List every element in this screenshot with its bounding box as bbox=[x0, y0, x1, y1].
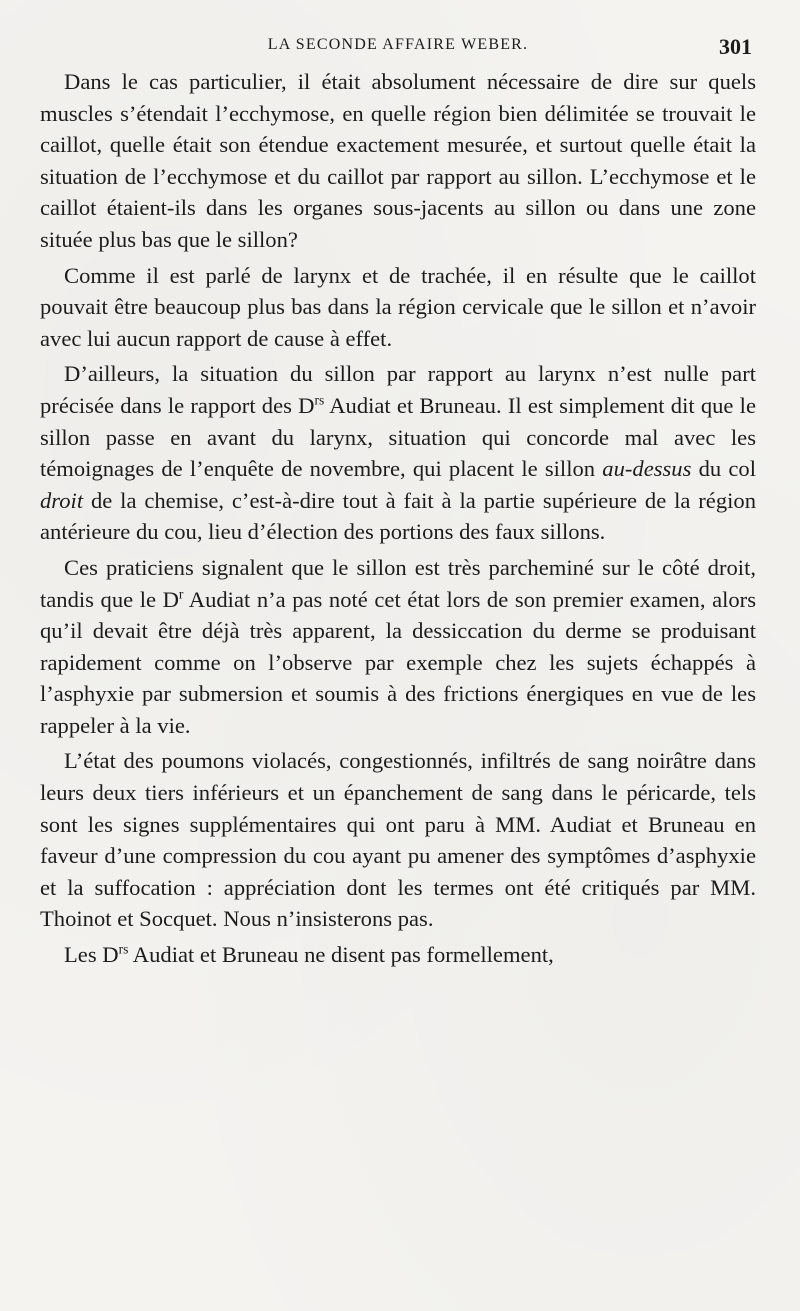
body-text bbox=[40, 66, 756, 971]
running-title: LA SECONDE AFFAIRE WEBER. bbox=[267, 36, 529, 53]
paragraph-text: de la chemise, c’est-à-dire tout à fait à la partie supérieure de la région antérieure du cou, lieu d’élection des portions des faux sillons. bbox=[40, 487, 756, 545]
paragraph-text: D’ailleurs, la situation du sillon par rapport au larynx n’est nulle part précisée dans le rapport des D bbox=[40, 361, 756, 418]
paragraph-text: Audiat et Bruneau. Il est simplement dit que le sillon passe en avant du larynx, situation qui concorde mal avec les témoignages de l’enquête de novembre, qui placent le sillon bbox=[40, 392, 756, 482]
paragraph bbox=[40, 745, 756, 935]
paragraph bbox=[40, 939, 756, 971]
paragraph bbox=[40, 66, 756, 256]
paragraph-text: Comme il est parlé de larynx et de trachée, il en résulte que le caillot pouvait être beaucoup plus bas dans la région cervicale que le sillon et n’avoir avec lui aucun rapport de cause à effet. bbox=[40, 262, 756, 351]
paragraph-text: Audiat n’a pas noté cet état lors de son premier examen, alors qu’il devait être déjà très apparent, la dessiccation du derme se produisant rapidement comme on l’observe par exemple chez les sujets échappés à l’asphyxie par submersion et soumis à des frictions énergiques en vue de les rappeler à la vie. bbox=[40, 586, 756, 738]
paragraph bbox=[40, 358, 756, 548]
italic-text: au-dessus bbox=[602, 456, 692, 482]
paragraph-text: Dans le cas particulier, il était absolument nécessaire de dire sur quels muscles s’étendait l’ecchymose, en quelle région bien délimitée se trouvait le caillot, quelle était son étendue exactement mesurée, et surtout quelle était la situation de l’ecchymose et du caillot par rapport au sillon. L’ecchymose et le caillot étaient-ils dans les organes sous-jacents au sillon ou dans une zone située plus bas que le sillon? bbox=[40, 69, 756, 252]
page-header bbox=[40, 34, 756, 58]
paragraph bbox=[40, 552, 756, 742]
page-number: 301 bbox=[719, 34, 752, 59]
paragraph bbox=[40, 260, 756, 355]
superscript: rs bbox=[118, 941, 129, 957]
italic-text: droit bbox=[40, 487, 84, 513]
paragraph-text: Ces praticiens signalent que le sillon est très parcheminé sur le côté droit, tandis que le D bbox=[40, 554, 756, 612]
paragraph-text: Audiat et Bruneau ne disent pas formellement, bbox=[128, 942, 554, 968]
paragraph-text: du col bbox=[691, 456, 756, 482]
superscript: r bbox=[178, 585, 184, 601]
superscript: rs bbox=[314, 392, 325, 408]
paragraph-text: Les D bbox=[64, 942, 119, 968]
paragraph-text: L’état des poumons violacés, congestionnés, infiltrés de sang noirâtre dans leurs deux tiers inférieurs et un épanchement de sang dans le péricarde, tels sont les signes supplémentaires qui ont paru à MM. Audiat et Bruneau en faveur d’une compression du cou ayant pu amener des symptômes d’asphyxie et la suffocation : appréciation dont les termes ont été critiqués par MM. Thoinot et Socquet. Nous n’insisterons pas. bbox=[40, 748, 756, 932]
